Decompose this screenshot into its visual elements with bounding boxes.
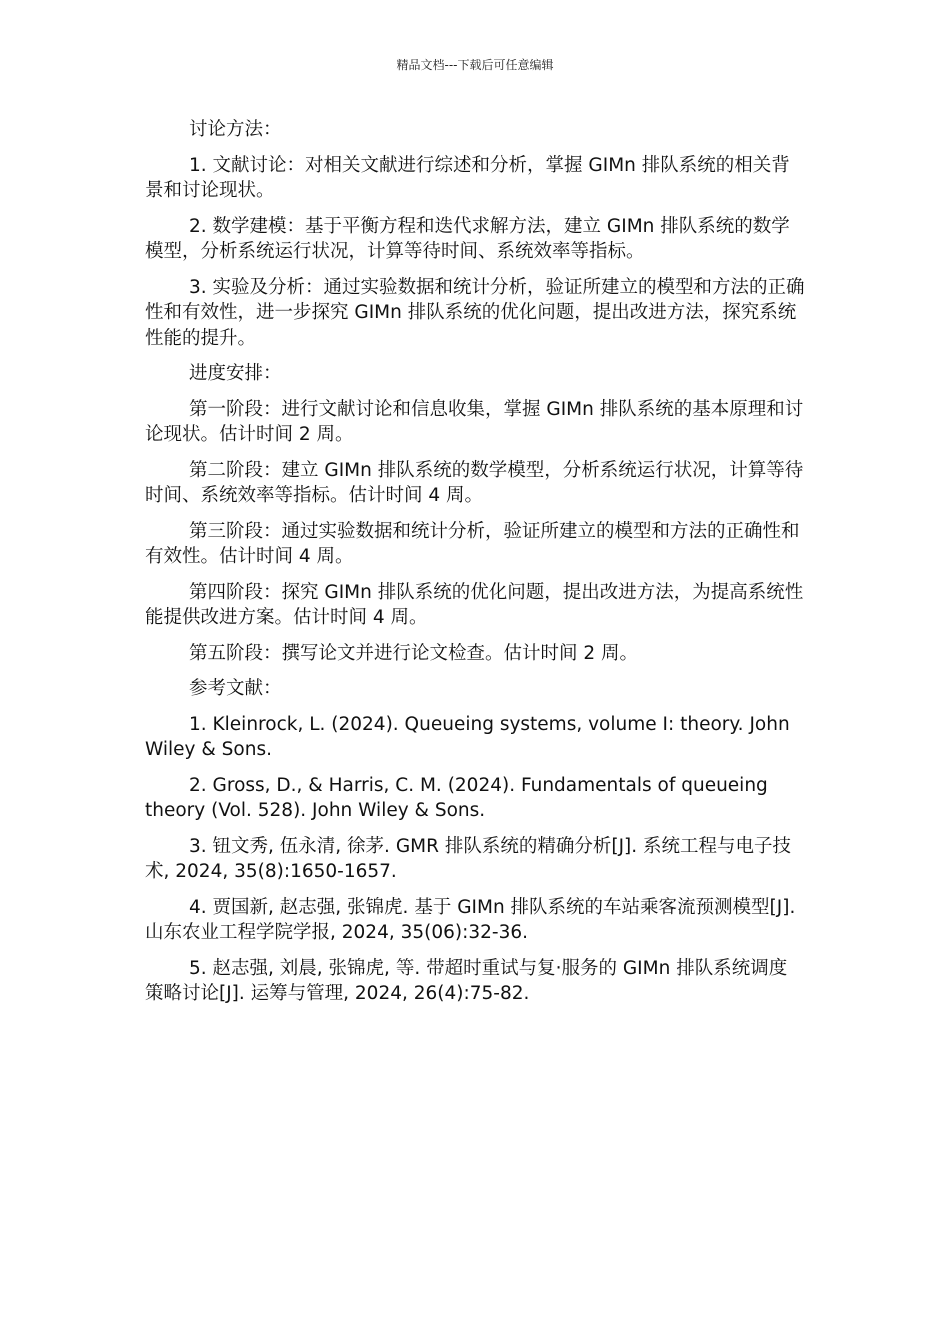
schedule-stage-5: 第五阶段：撰写论文并进行论文检查。估计时间 2 周。 [189, 642, 639, 664]
reference-2: 2. Gross, D., & Harris, C. M. (2024). Fundamentals of queueing theory (Vol. 528). John Wiley & Sons. [145, 774, 768, 821]
page-header: 精品文档---下载后可任意编辑 [396, 58, 554, 72]
document-body [145, 117, 805, 1017]
method-experiment-analysis: 3. 实验及分析：通过实验数据和统计分析，验证所建立的模型和方法的正确性和有效性，进一步探究 GIMn 排队系统的优化问题，提出改进方法，探究系统性能的提升。 [145, 276, 805, 349]
method-math-modeling: 2. 数学建模：基于平衡方程和迭代求解方法，建立 GIMn 排队系统的数学模型，分析系统运行状况，计算等待时间、系统效率等指标。 [145, 215, 790, 262]
heading-schedule: 进度安排： [189, 363, 282, 384]
schedule-stage-2: 第二阶段：建立 GIMn 排队系统的数学模型，分析系统运行状况，计算等待时间、系统效率等指标。估计时间 4 周。 [145, 459, 804, 506]
reference-1: 1. Kleinrock, L. (2024). Queueing systems, volume I: theory. John Wiley & Sons. [145, 713, 790, 760]
schedule-stage-4: 第四阶段：探究 GIMn 排队系统的优化问题，提出改进方法，为提高系统性能提供改进方案。估计时间 4 周。 [145, 581, 804, 628]
heading-research-methods: 讨论方法： [189, 119, 282, 140]
schedule-stage-1: 第一阶段：进行文献讨论和信息收集，掌握 GIMn 排队系统的基本原理和讨论现状。估计时间 2 周。 [145, 398, 804, 445]
method-literature-review: 1. 文献讨论：对相关文献进行综述和分析，掌握 GIMn 排队系统的相关背景和讨论现状。 [145, 154, 790, 201]
heading-references: 参考文献： [189, 678, 282, 699]
schedule-stage-3: 第三阶段：通过实验数据和统计分析，验证所建立的模型和方法的正确性和有效性。估计时间 4 周。 [145, 520, 800, 567]
reference-5: 5. 赵志强, 刘晨, 张锦虎, 等. 带超时重试与复·服务的 GIMn 排队系统调度策略讨论[J]. 运筹与管理, 2024, 26(4):75-82. [145, 957, 788, 1004]
reference-4: 4. 贾国新, 赵志强, 张锦虎. 基于 GIMn 排队系统的车站乘客流预测模型[J]. 山东农业工程学院学报, 2024, 35(06):32-36. [145, 896, 796, 943]
reference-3: 3. 钮文秀, 伍永清, 徐茅. GMR 排队系统的精确分析[J]. 系统工程与电子技术, 2024, 35(8):1650-1657. [145, 835, 792, 882]
